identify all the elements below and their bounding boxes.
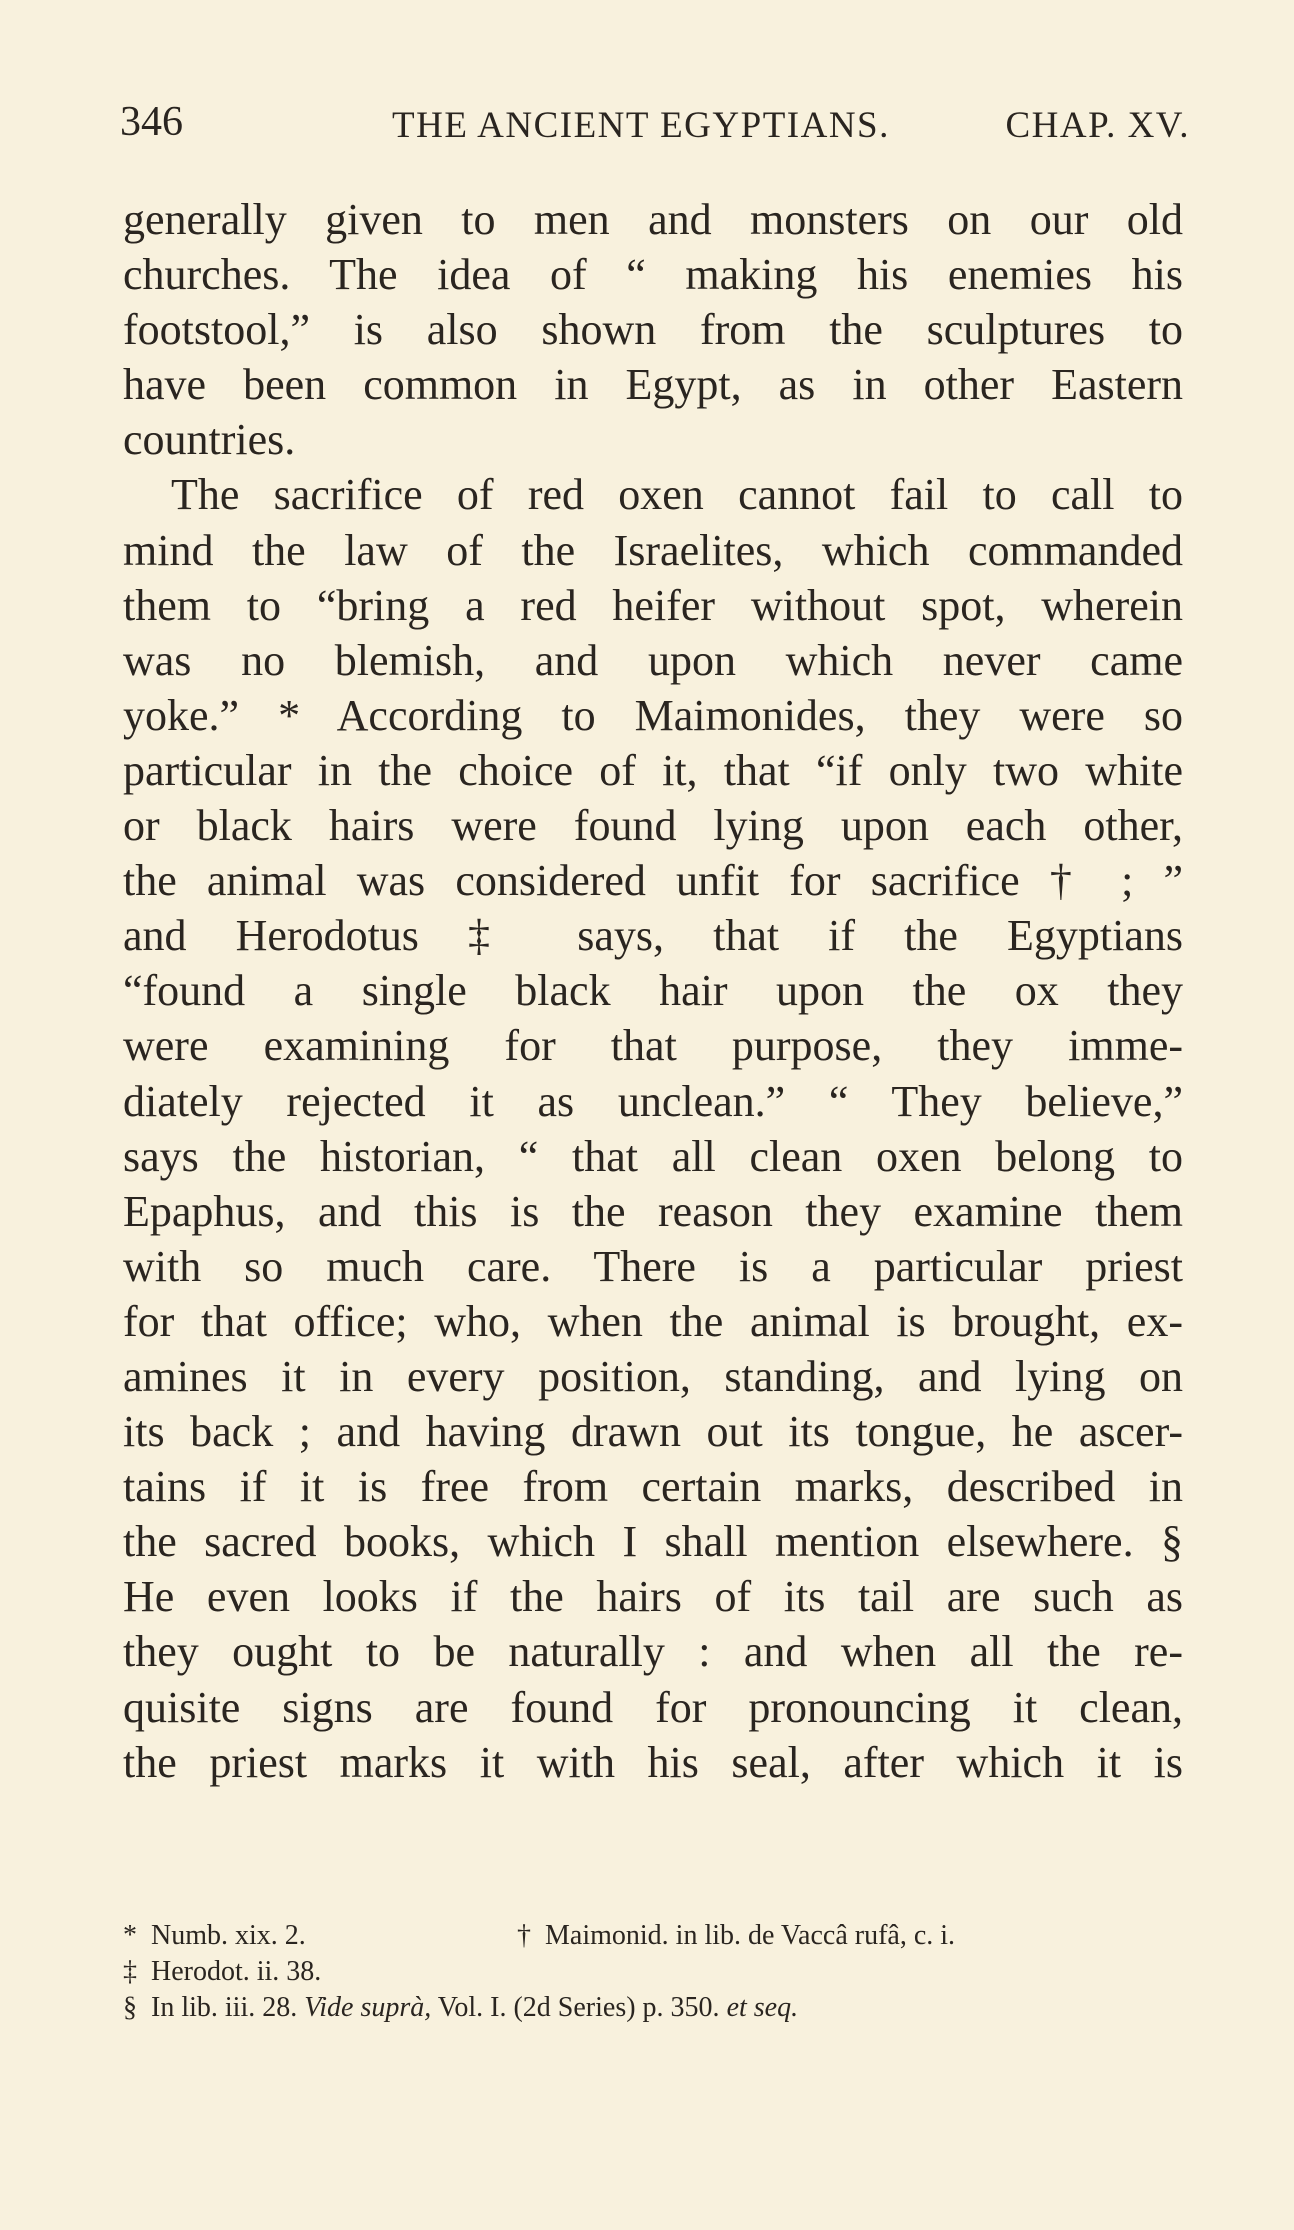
footnote-row [123, 1990, 1183, 2026]
running-title: THE ANCIENT EGYPTIANS. [392, 105, 890, 146]
text-line: the animal was considered unfit for sacrifice † ; ” [123, 856, 1183, 906]
footnote-text: Herodot. ii. 38. [151, 1956, 322, 1987]
text-line: them to “bring a red heifer without spot, wherein [123, 580, 1183, 630]
text-line: He even looks if the hairs of its tail are such as [123, 1572, 1183, 1622]
text-line: countries. [123, 415, 296, 465]
text-line: and Herodotus ‡ says, that if the Egyptians [123, 911, 1183, 961]
text-line: footstool,” is also shown from the sculptures to [123, 305, 1183, 355]
text-line: yoke.” * According to Maimonides, they were so [123, 690, 1183, 740]
footnote-marker: ‡ [123, 1956, 137, 1987]
footnote-marker: † [517, 1920, 531, 1951]
text-line: the priest marks it with his seal, after which it is [123, 1737, 1183, 1787]
text-line: its back ; and having drawn out its tongue, he ascer- [123, 1407, 1183, 1457]
chapter-label: CHAP. XV. [1005, 105, 1190, 146]
footnote-maimonid [517, 1918, 955, 1954]
footnote-marker: * [123, 1920, 137, 1951]
body-text [123, 192, 1183, 1790]
text-line: Epaphus, and this is the reason they examine them [123, 1186, 1183, 1236]
footnote-row [123, 1918, 1183, 1954]
text-line: diately rejected it as unclean.” “ They believe,” [123, 1076, 1183, 1126]
text-line: churches. The idea of “ making his enemies his [123, 250, 1183, 300]
text-line: particular in the choice of it, that “if only two white [123, 745, 1183, 795]
text-line: or black hairs were found lying upon each other, [123, 801, 1183, 851]
footnote-marker: § [123, 1992, 137, 2023]
text-line: says the historian, “ that all clean oxen belong to [123, 1131, 1183, 1181]
text-line: quisite signs are found for pronouncing it clean, [123, 1682, 1183, 1732]
text-line: with so much care. There is a particular priest [123, 1241, 1183, 1291]
text-line: “found a single black hair upon the ox they [123, 966, 1183, 1016]
text-line: The sacrifice of red oxen cannot fail to call to [171, 470, 1183, 520]
footnote-text: In lib. iii. 28. [151, 1992, 298, 2023]
footnote-text: Vol. I. (2d Series) p. 350. [437, 1992, 720, 2023]
footnote-italic: Vide suprà, [304, 1992, 432, 2023]
footnote-italic: et seq. [726, 1992, 799, 2023]
footnote-text: Numb. xix. 2. [151, 1920, 306, 1951]
running-head [120, 98, 1190, 148]
footnotes [123, 1918, 1183, 2026]
text-line: they ought to be naturally : and when all the re- [123, 1627, 1183, 1677]
text-line: have been common in Egypt, as in other Eastern [123, 360, 1183, 410]
footnote-herodot [123, 1956, 321, 1987]
text-line: generally given to men and monsters on our old [123, 195, 1183, 244]
footnote-text: Maimonid. in lib. de Vaccâ rufâ, c. i. [545, 1920, 956, 1951]
text-line: were examining for that purpose, they imme- [123, 1021, 1183, 1071]
text-line: amines it in every position, standing, and lying on [123, 1351, 1183, 1401]
page-number: 346 [120, 99, 183, 145]
footnote-numb [123, 1920, 306, 1951]
text-line: was no blemish, and upon which never came [123, 635, 1183, 685]
text-line: tains if it is free from certain marks, described in [123, 1462, 1183, 1512]
text-line: the sacred books, which I shall mention elsewhere. § [123, 1517, 1183, 1567]
text-line: mind the law of the Israelites, which commanded [123, 525, 1183, 575]
text-line: for that office; who, when the animal is brought, ex- [123, 1296, 1183, 1346]
footnote-inlib [123, 1992, 798, 2023]
footnote-row [123, 1954, 1183, 1990]
